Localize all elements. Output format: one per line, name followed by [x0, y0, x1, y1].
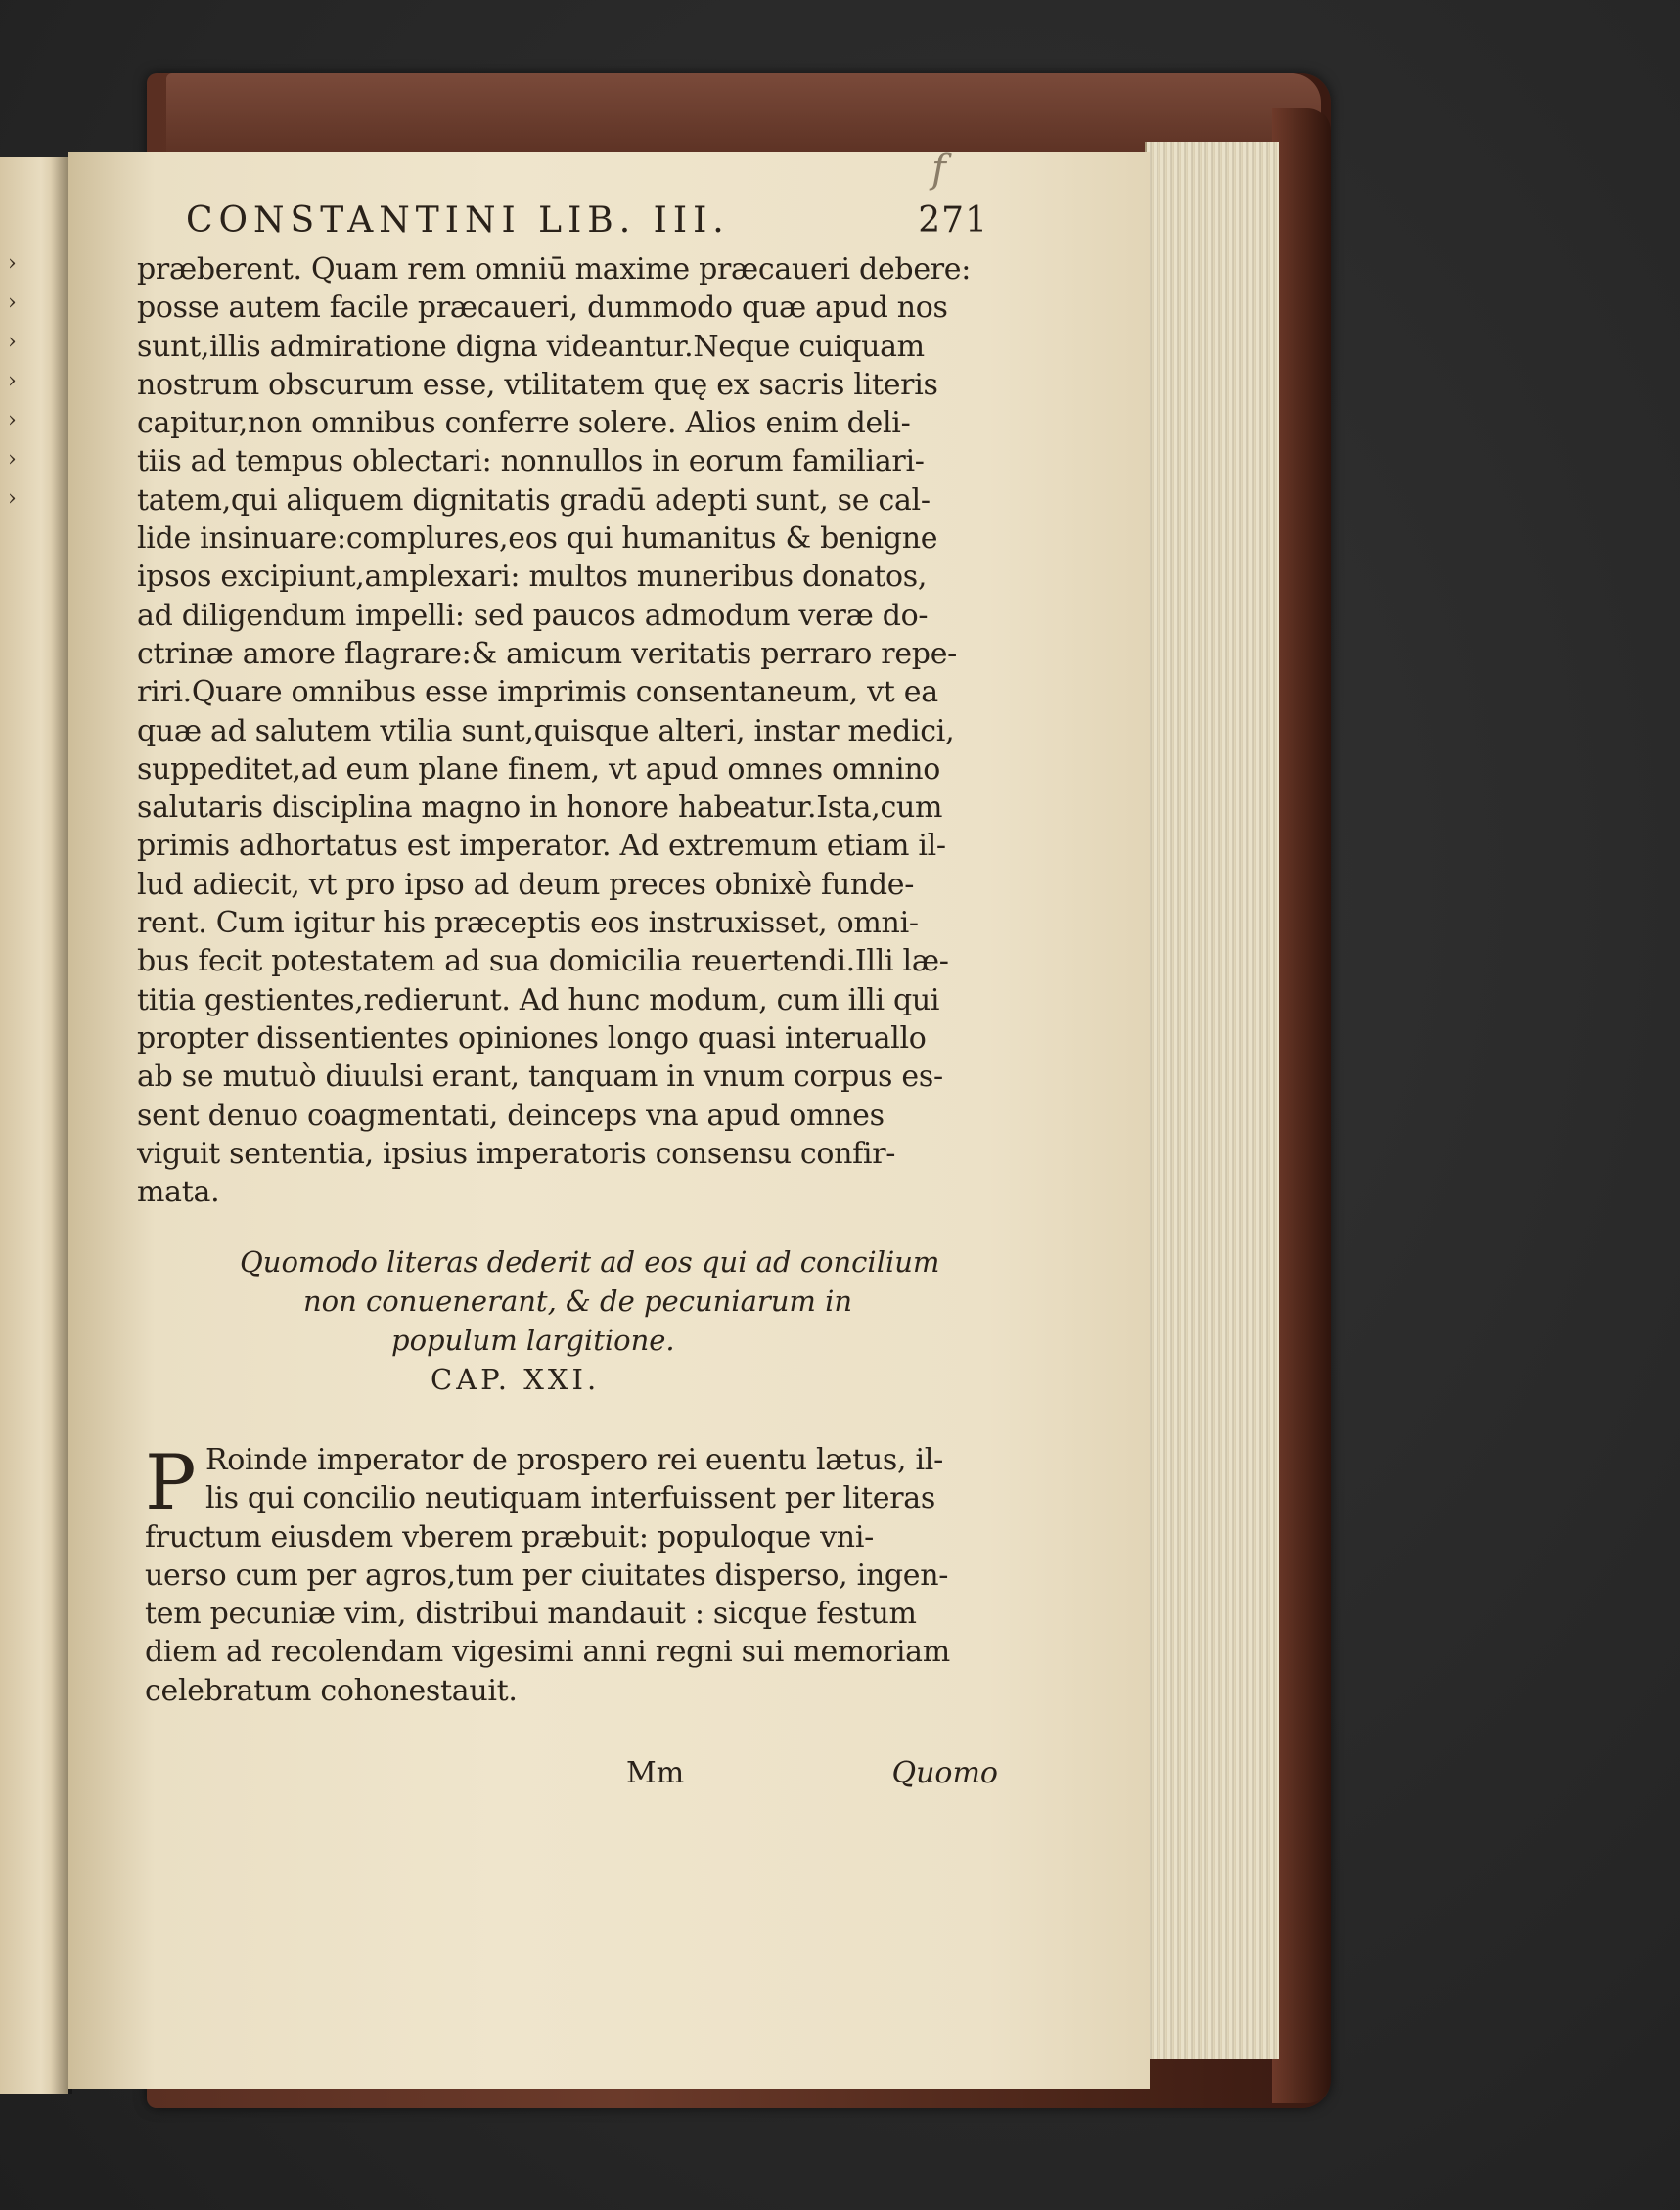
cover-top-edge — [166, 73, 1321, 152]
facing-page-mark: › — [8, 447, 17, 472]
text-line: sunt,illis admiratione digna videantur.Neque cuiquam — [137, 329, 925, 364]
text-line: riri.Quare omnibus esse imprimis consentaneum, vt ea — [137, 675, 938, 710]
drop-cap: P — [145, 1439, 197, 1527]
text-line: celebratum cohonestauit. — [145, 1673, 518, 1708]
text-line: primis adhortatus est imperator. Ad extremum etiam il- — [137, 829, 946, 864]
text-line: titia gestientes,redierunt. Ad hunc modum, cum illi qui — [137, 982, 940, 1017]
text-line: capitur,non omnibus conferre solere. Alios enim deli- — [137, 406, 911, 441]
text-line: salutaris disciplina magno in honore habeatur.Ista,cum — [137, 790, 943, 826]
page-edges-stack — [1145, 142, 1279, 2059]
text-line: quæ ad salutem vtilia sunt,quisque alteri, instar medici, — [137, 713, 955, 748]
text-line: bus fecit potestatem ad sua domicilia reuertendi.Illi læ- — [137, 944, 949, 979]
chapter-heading-line: Quomodo literas dederit ad eos qui ad concilium — [240, 1245, 940, 1279]
text-line: ab se mutuò diuulsi erant, tanquam in vnum corpus es- — [137, 1060, 943, 1095]
chapter-number: CAP. XXI. — [431, 1363, 601, 1396]
page-number: 271 — [918, 201, 988, 241]
facing-page-mark: › — [8, 330, 17, 354]
text-line: Roinde imperator de prospero rei euentu lætus, il- — [205, 1443, 943, 1477]
chapter-paragraph-lines — [145, 1441, 996, 1710]
text-line: lide insinuare:complures,eos qui humanitus & benigne — [137, 521, 938, 557]
pencil-annotation: f — [931, 147, 946, 192]
catchword: Quomo — [891, 1756, 998, 1790]
text-line: ctrinæ amore flagrare:& amicum veritatis perraro repe- — [137, 636, 957, 671]
page-footer — [626, 1756, 998, 1795]
facing-page-mark: › — [8, 486, 17, 511]
text-line: tiis ad tempus oblectari: nonnullos in eorum familiari- — [137, 444, 925, 479]
text-line: rent. Cum igitur his præceptis eos instruxisset, omni- — [137, 906, 919, 941]
chapter-heading-line: non conuenerant, & de pecuniarum in — [303, 1285, 853, 1318]
signature-mark: Mm — [626, 1756, 685, 1790]
text-line: viguit sententia, ipsius imperatoris consensu confir- — [137, 1136, 896, 1171]
text-line: præberent. Quam rem omniū maxime præcaueri debere: — [137, 252, 972, 287]
text-line: propter dissentientes opiniones longo quasi interuallo — [137, 1020, 927, 1056]
text-line: posse autem facile præcaueri, dummodo quæ apud nos — [137, 291, 948, 326]
facing-page-mark: › — [8, 408, 17, 432]
text-line: suppeditet,ad eum plane finem, vt apud omnes omnino — [137, 751, 941, 787]
facing-page-mark: › — [8, 369, 17, 393]
chapter-heading — [235, 1242, 939, 1399]
facing-page-mark: › — [8, 251, 17, 276]
text-line: sent denuo coagmentati, deinceps vna apud omnes — [137, 1098, 885, 1133]
body-text — [137, 250, 998, 1211]
chapter-paragraph — [145, 1441, 996, 1710]
text-line: tatem,qui aliquem dignitatis gradū adepti sunt, se cal- — [137, 482, 931, 518]
facing-page-marks — [8, 245, 27, 929]
running-head-title: CONSTANTINI LIB. III. — [186, 201, 730, 241]
text-line: fructum eiusdem vberem præbuit: populoque vni- — [145, 1519, 874, 1555]
running-head — [186, 201, 988, 249]
text-line: lud adiecit, vt pro ipso ad deum preces obnixè funde- — [137, 867, 915, 902]
cover-spine-edge — [1272, 108, 1331, 2103]
text-line: ipsos excipiunt,amplexari: multos muneribus donatos, — [137, 560, 928, 595]
chapter-heading-line: populum largitione. — [391, 1324, 675, 1357]
text-line: mata. — [137, 1175, 220, 1210]
text-line: ad diligendum impelli: sed paucos admodum veræ do- — [137, 598, 929, 633]
text-line: uerso cum per agros,tum per ciuitates disperso, ingen- — [145, 1557, 949, 1593]
text-line: tem pecuniæ vim, distribui mandauit : sicque festum — [145, 1597, 917, 1632]
text-line: lis qui concilio neutiquam interfuissent per literas — [205, 1481, 935, 1516]
text-line: nostrum obscurum esse, vtilitatem quę ex sacris literis — [137, 367, 938, 402]
facing-page-mark: › — [8, 291, 17, 315]
text-line: diem ad recolendam vigesimi anni regni sui memoriam — [145, 1635, 950, 1670]
